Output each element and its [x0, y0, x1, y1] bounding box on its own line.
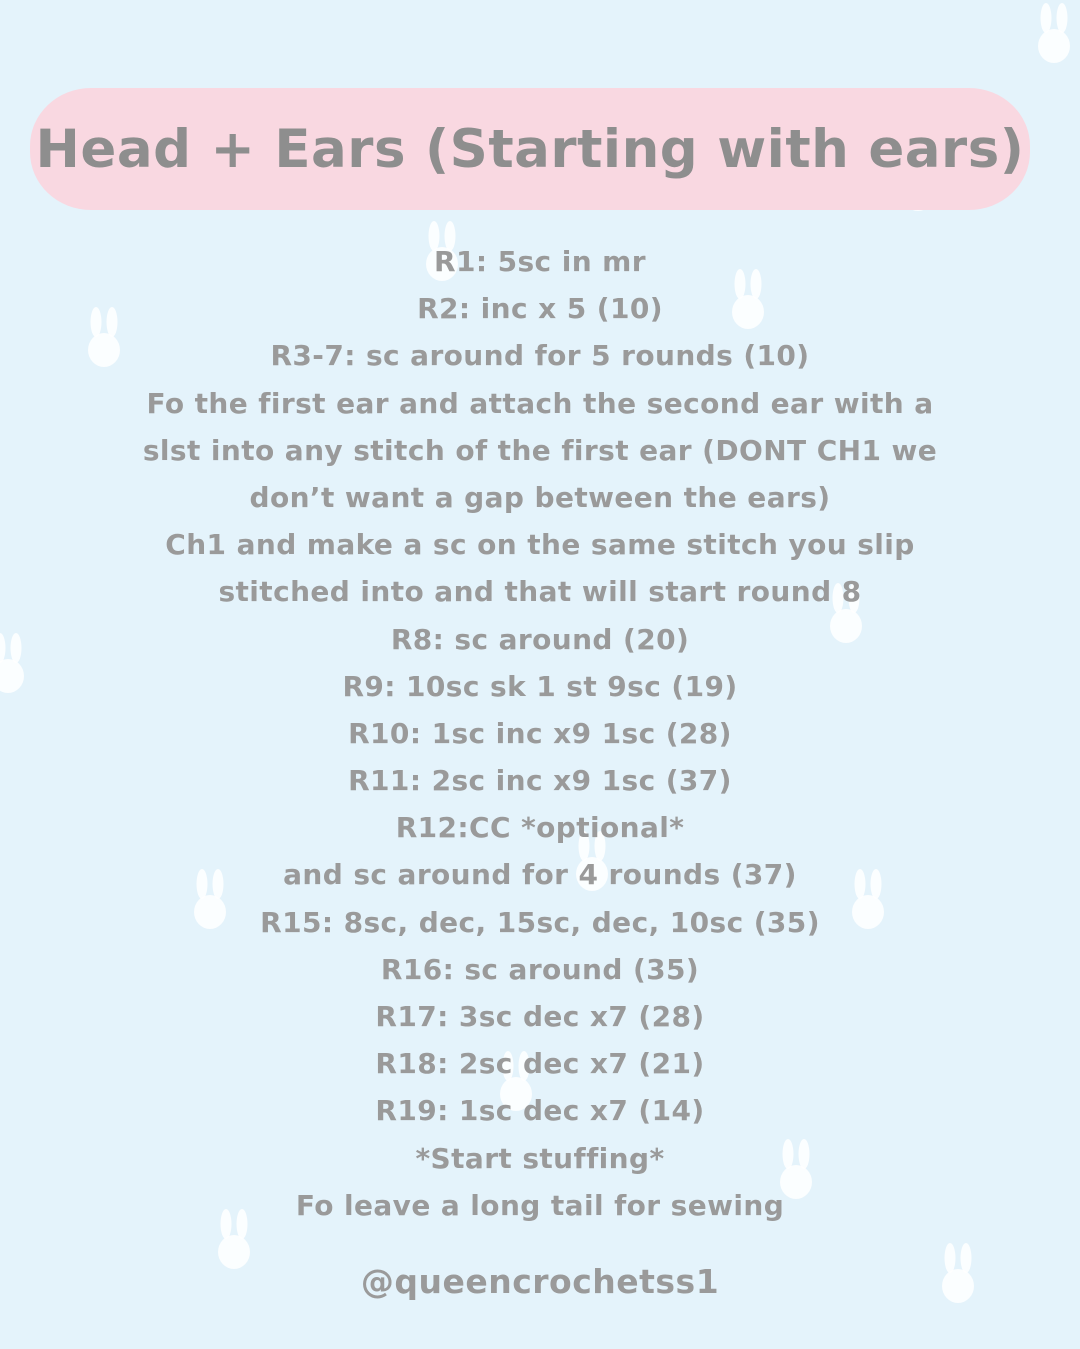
instruction-line: Fo leave a long tail for sewing	[295, 1188, 785, 1222]
author-handle: @queencrochetss1	[360, 1262, 720, 1301]
instruction-line: R8: sc around (20)	[390, 622, 690, 656]
instruction-line: R19: 1sc dec x7 (14)	[375, 1094, 705, 1128]
instruction-line: R11: 2sc inc x9 1sc (37)	[348, 764, 732, 798]
instruction-line: R15: 8sc, dec, 15sc, dec, 10sc (35)	[260, 905, 820, 939]
instruction-line: R12:CC *optional*	[395, 811, 685, 845]
instruction-line: *Start stuffing*	[415, 1141, 665, 1175]
instruction-line: R2: inc x 5 (10)	[417, 292, 663, 326]
title-banner	[30, 88, 1030, 210]
instruction-line: R9: 10sc sk 1 st 9sc (19)	[342, 669, 738, 703]
page-title: Head + Ears (Starting with ears)	[35, 118, 1025, 180]
instruction-line: don’t want a gap between the ears)	[249, 480, 831, 514]
instruction-line: R3-7: sc around for 5 rounds (10)	[270, 339, 810, 373]
bunny-icon	[1032, 2, 1076, 66]
instruction-line: slst into any stitch of the first ear (DONT CH1 we	[142, 433, 938, 467]
instruction-line: stitched into and that will start round 8	[218, 575, 862, 609]
instruction-line: R1: 5sc in mr	[434, 245, 646, 278]
instruction-line: R16: sc around (35)	[380, 952, 700, 986]
instruction-line: R10: 1sc inc x9 1sc (28)	[348, 716, 732, 750]
instruction-line: Fo the first ear and attach the second ear with a	[146, 386, 934, 420]
instruction-line: and sc around for 4 rounds (37)	[283, 858, 797, 892]
instruction-list	[0, 238, 1080, 1229]
instruction-line: R17: 3sc dec x7 (28)	[375, 1000, 705, 1033]
instruction-line: R18: 2sc dec x7 (21)	[375, 1047, 705, 1081]
instruction-line: Ch1 and make a sc on the same stitch you slip	[165, 528, 915, 562]
